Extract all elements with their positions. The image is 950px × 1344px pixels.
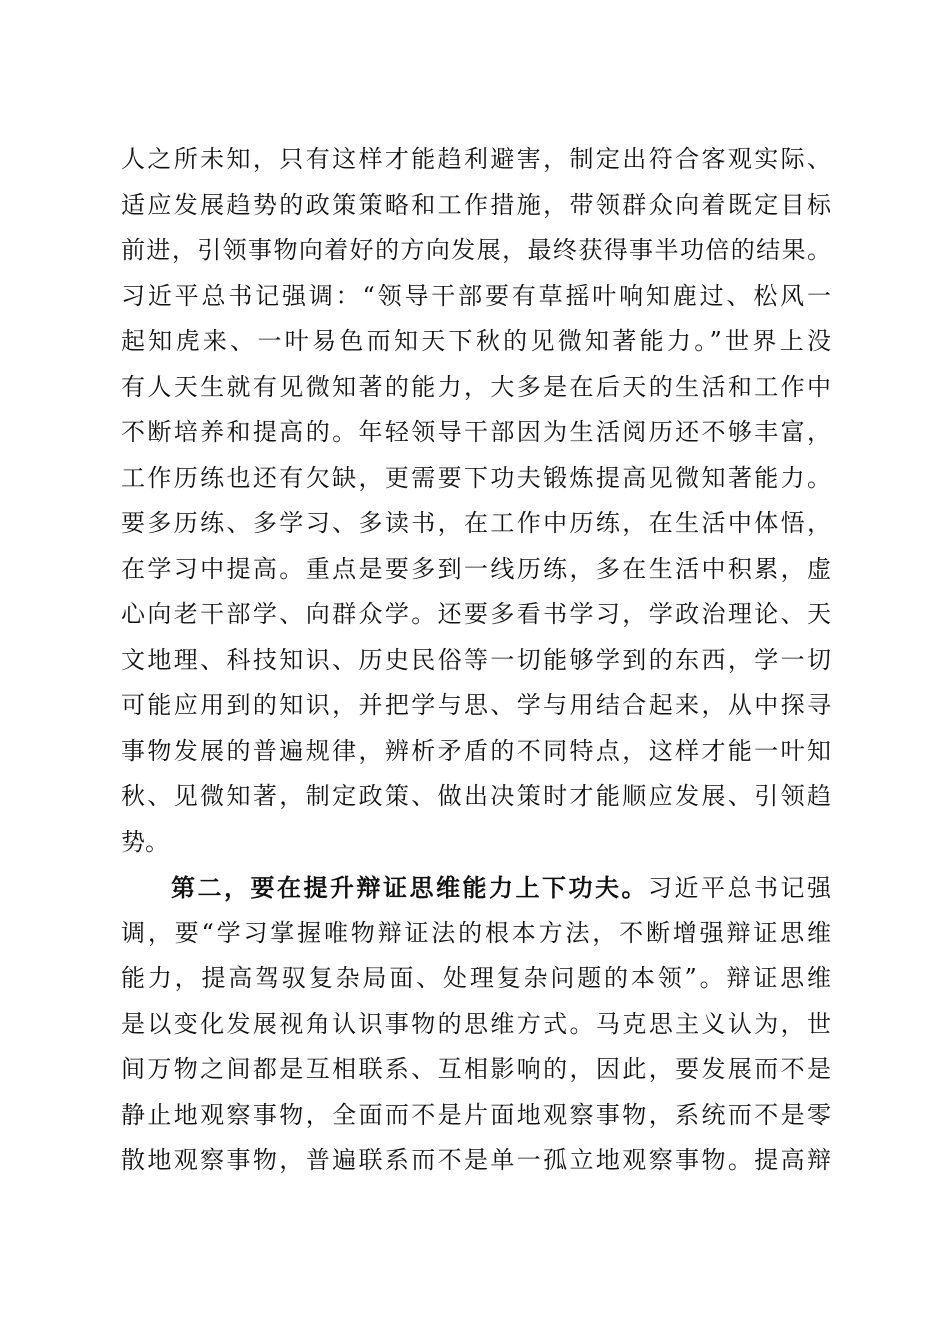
text-line: 起知虎来、一叶易色而知天下秋的见微知著能力。”世界上没 [121, 327, 831, 355]
text-line: 要多历练、多学习、多读书，在工作中历练，在生活中体悟， [121, 509, 831, 537]
text-line: 秋、见微知著，制定政策、做出决策时才能顺应发展、引领趋 [121, 782, 831, 810]
text-line: 静止地观察事物，全面而不是片面地观察事物，系统而不是零 [121, 1100, 831, 1129]
paragraph-2-first-rest: 习近平总书记强 [648, 874, 831, 902]
text-line: 在学习中提高。重点是要多到一线历练，多在生活中积累，虚 [121, 554, 831, 583]
text-line: 前进，引领事物向着好的方向发展，最终获得事半功倍的结果。 [121, 236, 831, 264]
text-line: 习近平总书记强调：“领导干部要有草摇叶响知鹿过、松风一 [121, 281, 831, 310]
text-line: 适应发展趋势的政策策略和工作措施，带领群众向着既定目标 [121, 190, 831, 219]
text-line: 不断培养和提高的。年轻领导干部因为生活阅历还不够丰富， [121, 418, 831, 446]
text-line: 调，要“学习掌握唯物辩证法的根本方法，不断增强辩证思维 [121, 918, 831, 947]
paragraph-2 [121, 865, 831, 1184]
paragraph-2-first-line [121, 865, 831, 911]
text-line: 是以变化发展视角认识事物的思维方式。马克思主义认为，世 [121, 1009, 831, 1038]
text-line: 可能应用到的知识，并把学与思、学与用结合起来，从中探寻 [121, 691, 831, 719]
body-text [121, 137, 831, 1184]
text-line: 散地观察事物，普遍联系而不是单一孤立地观察事物。提高辩 [121, 1146, 831, 1174]
text-line: 势。 [121, 827, 169, 856]
text-line: 事物发展的普遍规律，辨析矛盾的不同特点，这样才能一叶知 [121, 736, 831, 765]
text-line: 心向老干部学、向群众学。还要多看书学习，学政治理论、天 [121, 600, 831, 628]
text-line: 有人天生就有见微知著的能力，大多是在后天的生活和工作中 [121, 372, 831, 401]
text-line: 人之所未知，只有这样才能趋利避害，制定出符合客观实际、 [121, 145, 831, 173]
text-line: 间万物之间都是互相联系、互相影响的，因此，要发展而不是 [121, 1055, 831, 1083]
paragraph-1 [121, 137, 831, 865]
text-line: 工作历练也还有欠缺，更需要下功夫锻炼提高见微知著能力。 [121, 463, 831, 492]
section-heading-lead: 第二，要在提升辩证思维能力上下功夫。 [171, 873, 648, 902]
text-line: 文地理、科技知识、历史民俗等一切能够学到的东西，学一切 [121, 645, 831, 674]
text-line: 能力，提高驾驭复杂局面、处理复杂问题的本领”。辩证思维 [121, 964, 831, 992]
